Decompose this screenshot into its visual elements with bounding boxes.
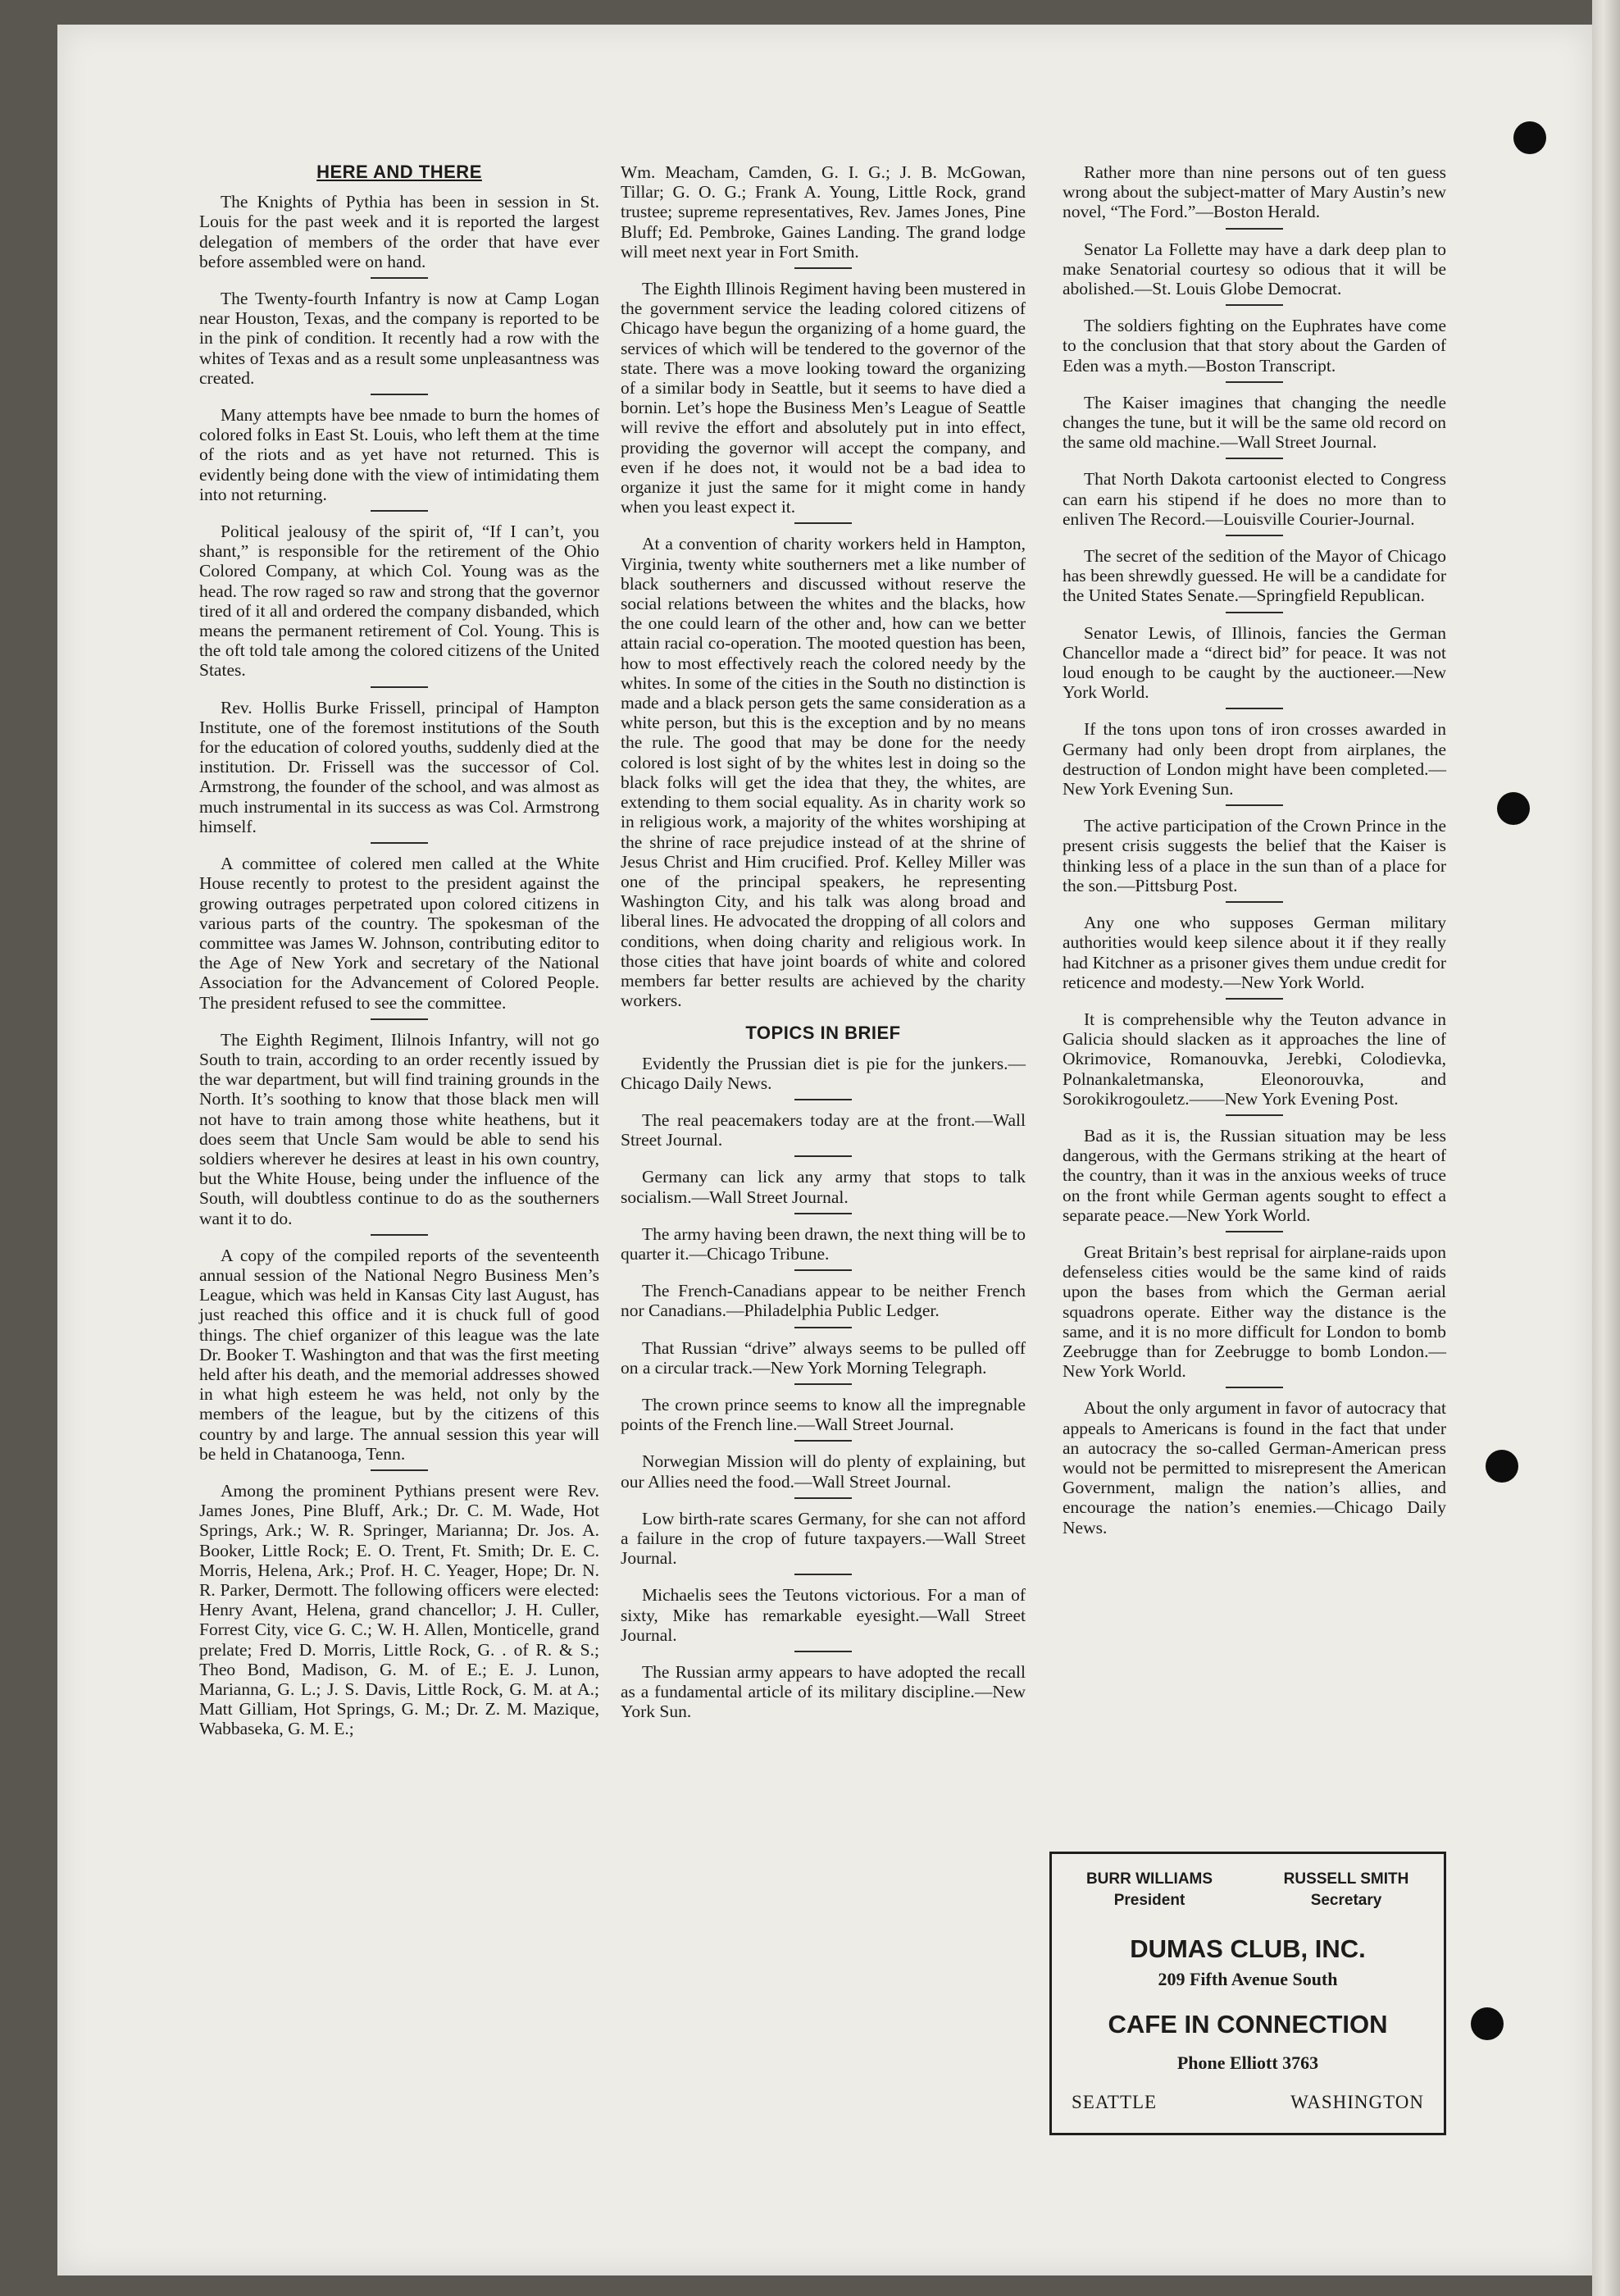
column-middle [621, 162, 1026, 1722]
divider [794, 1497, 852, 1499]
brief-item: Low birth-rate scares Germany, for she can not afford a failure in the crop of future taxpayers.—Wall Street Journal. [621, 1508, 1026, 1569]
news-item: Bad as it is, the Russian situation may be less dangerous, with the Germans striking at the heart of the country, than it was in the anxious weeks of truce on the front while German agents sought to effect a separate peace.—New York World. [1063, 1125, 1446, 1225]
divider [1226, 708, 1283, 709]
news-item: Senator La Follette may have a dark deep plan to make Senatorial courtesy so odious that it will be abolished.—St. Louis Globe Democrat. [1063, 239, 1446, 299]
brief-item: Norwegian Mission will do plenty of explaining, but our Allies need the food.—Wall Street Journal. [621, 1451, 1026, 1492]
news-item: The Eighth Illinois Regiment having been mustered in the government service the leading colored citizens of Chicago have begun the organizing of a home guard, the services of which will be tendered to the governor of the state. There was a move looking toward the organizing of a similar body in Seattle, but it seems to have died a bornin. Let’s hope the Business Men’s League of Seattle will revive the effort and absolutely put in into effect, providing the governor will accept the company, and even if he does not, it would not be a bad idea to organize it just the same for it might come in handy when you least expect it. [621, 279, 1026, 517]
divider [794, 1383, 852, 1385]
divider [794, 522, 852, 524]
punch-hole [1471, 2007, 1504, 2040]
cafe-label: CAFE IN CONNECTION [1108, 2010, 1388, 2039]
column-here-and-there [199, 162, 599, 1739]
news-item: If the tons upon tons of iron crosses awarded in Germany had only been dropt from airplanes, the destruction of London might have been completed.—New York Evening Sun. [1063, 719, 1446, 800]
divider [1226, 1231, 1283, 1232]
section-heading: TOPICS IN BRIEF [745, 1023, 901, 1044]
officer-secretary [1260, 1869, 1432, 1911]
news-item: Great Britain’s best reprisal for airplane-raids upon defenseless cities would be the same kind of raids upon the bases from which the German aerial squadrons operate. Either way the distance is the same, and it is no more difficult for London to bomb Zeebrugge than for Zeebrugge to bomb London.—New York World. [1063, 1241, 1446, 1382]
divider [1226, 1387, 1283, 1388]
brief-item: That Russian “drive” always seems to be pulled off on a circular track.—New York Morning Telegraph. [621, 1337, 1026, 1378]
divider [371, 510, 428, 512]
news-item: About the only argument in favor of autocracy that appeals to Americans is found in the fact that under an autocracy the so-called German-American press would not be permitted to misrepresent the American Government, malign the nation’s allies, and encourage the nation’s enemies.—Chicago Daily News. [1063, 1398, 1446, 1538]
news-item: The Eighth Regiment, Ililnois Infantry, will not go South to train, according to an order recently issued by the war department, but will find training grounds in the North. It’s soothing to know that those black men will not have to train among those white heathens, but it does seem that Uncle Sam would be able to send his soldiers wherever he desires at least in his own country, but the White House, being under the influence of the South, will doubtless continue to do as the southerners want it to do. [199, 1029, 599, 1228]
news-item: The soldiers fighting on the Euphrates have come to the conclusion that that story about the Garden of Eden was a myth.—Boston Transcript. [1063, 316, 1446, 376]
divider [371, 842, 428, 844]
divider [1226, 804, 1283, 806]
news-item: Rather more than nine persons out of ten guess wrong about the subject-matter of Mary Austin’s new novel, “The Ford.”—Boston Herald. [1063, 162, 1446, 222]
club-city: SEATTLE [1072, 2092, 1158, 2112]
news-item: At a convention of charity workers held in Hampton, Virginia, twenty white southerners met a like number of black southerners and discussed without reserve the social relations between the whites and the blacks, how the one could learn of the other and, how can we better attain racial co-operation. The mooted question has been, how to most effectively reach the colored needy by the whites. In some of the cities in the South no distinction is made and a black person gets the same consideration as a white person, but this is the exception and by no means the rule. The good that may be done for the needy colored is lost sight of by the whites lest in doing so the black folks will get the idea that they, the whites, are extending to them social equality. As in charity work so in religious work, a majority of the whites worshiping at the shrine of race prejudice instead of at the shrine of Jesus Christ and Him crucified. Prof. Kelley Miller was one of the principal speakers, he representing Washington City, and his talk was along broad and liberal lines. He advocated the dropping of all colors and conditions, when doing charity and religious work. In those cities that have joint boards of white and colored members far better results are achieved by the charity workers. [621, 534, 1026, 1011]
divider [794, 1651, 852, 1652]
divider [1226, 998, 1283, 1000]
news-item: Political jealousy of the spirit of, “If I can’t, you shant,” is responsible for the retirement of the Ohio Colored Company, at which Col. Young was as the head. The row raged so raw and strong that the governor tired of it all and ordered the company disbanded, which means the permanent retirement of Col. Young. This is the oft told tale among the colored citizens of the United States. [199, 522, 599, 681]
divider [1226, 1114, 1283, 1116]
divider [794, 1327, 852, 1328]
divider [1226, 381, 1283, 383]
club-name: DUMAS CLUB, INC. [1130, 1934, 1366, 1963]
divider [794, 1269, 852, 1271]
news-item: A copy of the compiled reports of the seventeenth annual session of the National Negro Business Men’s League, which was held in Kansas City last August, has just reached this office and it is chuck full of good things. The chief organizer of this league was the late Dr. Booker T. Washington and that was the first meeting held after his death, and the memorial addresses showed in what high esteem he was held, not only by the members of the league, but by the citizens of this country by and large. The annual session this year will be held in Chatanooga, Tenn. [199, 1245, 599, 1464]
officer-role: Secretary [1310, 1892, 1382, 1909]
divider [371, 1469, 428, 1471]
news-item: Wm. Meacham, Camden, G. I. G.; J. B. McGowan, Tillar; G. O. G.; Frank A. Young, Little Rock, grand trustee; supreme representatives, Rev. James Jones, Pine Bluff; Ed. Pembroke, Gaines Landing. The grand lodge will meet next year in Fort Smith. [621, 162, 1026, 262]
officer-name: BURR WILLIAMS [1085, 1870, 1213, 1888]
column-right [1063, 162, 1446, 1538]
divider [794, 1155, 852, 1157]
news-item: That North Dakota cartoonist elected to Congress can earn his stipend if he does no more than to enliven The Record.—Louisville Courier-Journal. [1063, 469, 1446, 529]
punch-hole [1497, 792, 1530, 825]
officers-row [1052, 1869, 1444, 1918]
news-item: The Kaiser imagines that changing the needle changes the tune, but it will be the same old record on the same old machine.—Wall Street Journal. [1063, 392, 1446, 453]
brief-item: The Russian army appears to have adopted the recall as a fundamental article of its military discipline.—New York Sun. [621, 1662, 1026, 1722]
brief-item: Evidently the Prussian diet is pie for the junkers.—Chicago Daily News. [621, 1053, 1026, 1093]
brief-item: Michaelis sees the Teutons victorious. For a man of sixty, Mike has remarkable eyesight.—Wall Street Journal. [621, 1585, 1026, 1645]
news-item: Any one who supposes German military authorities would keep silence about it if they really had Kitchner as a prisoner gives them undue credit for reticence and modesty.—New York World. [1063, 913, 1446, 992]
divider [371, 277, 428, 279]
divider [794, 1574, 852, 1575]
divider [1226, 612, 1283, 613]
divider [371, 1018, 428, 1020]
club-phone: Phone Elliott 3763 [1176, 2052, 1319, 2073]
officer-name: RUSSELL SMITH [1283, 1870, 1409, 1888]
divider [1226, 901, 1283, 903]
punch-hole [1486, 1450, 1518, 1483]
club-address: 209 Fifth Avenue South [1158, 1969, 1338, 1989]
divider [1226, 304, 1283, 306]
club-state: WASHINGTON [1290, 2092, 1424, 2112]
divider [1226, 228, 1283, 230]
news-item: Many attempts have bee nmade to burn the homes of colored folks in East St. Louis, who left them at the time of the riots and as yet have not returned. This is evidently being done with the view of intimidating them into not returning. [199, 405, 599, 504]
news-item: Rev. Hollis Burke Frissell, principal of Hampton Institute, one of the foremost institutions of the South for the education of colored youths, suddenly died at the institution. Dr. Frissell was the successor of Col. Armstrong, the founder of the school, and was almost as much instrumental in its success as was Col. Armstrong himself. [199, 697, 599, 836]
section-heading: HERE AND THERE [316, 162, 482, 182]
page-edge [1592, 0, 1620, 2296]
divider [371, 686, 428, 688]
divider [794, 1099, 852, 1100]
news-item: The secret of the sedition of the Mayor of Chicago has been shrewdly guessed. He will be a candidate for the United States Senate.—Springfield Republican. [1063, 546, 1446, 606]
divider [371, 1234, 428, 1236]
brief-item: The crown prince seems to know all the impregnable points of the French line.—Wall Street Journal. [621, 1394, 1026, 1435]
news-item: A committee of colered men called at the White House recently to protest to the president against the growing outrages perpetrated upon colored citizens in various parts of the country. The spokesman of the committee was James W. Johnson, contributing editor to the Age of New York and secretary of the National Association for the Advancement of Colored People. The president refused to see the committee. [199, 854, 599, 1013]
news-item: The Twenty-fourth Infantry is now at Camp Logan near Houston, Texas, and the company is reported to be in the pink of condition. It recently had a row with the whites of Texas and as a result some unpleasantness was created. [199, 289, 599, 388]
news-item: Among the prominent Pythians present were Rev. James Jones, Pine Bluff, Ark.; Dr. C. M. Wade, Hot Springs, Ark.; W. R. Springer, Marianna; Dr. Jos. A. Booker, Little Rock; E. O. Trent, Ft. Smith; Dr. E. C. Morris, Helena, Ark.; Prof. H. C. Yeager, Hope; Dr. N. R. Parker, Dermott. The following officers were elected: Henry Avant, Helena, grand chancellor; J. H. Culler, Forrest City, vice G. C.; W. H. Allen, Monticelle, grand prelate; Fred D. Morris, Little Rock, G. . of R. & S.; Theo Bond, Madison, G. M. of E.; E. J. Lunon, Marianna, G. L.; J. S. Davis, Little Rock, G. M. at A.; Matt Gilliam, Hot Springs, G. M.; Dr. Z. M. Mazique, Wabbaseka, G. M. E.; [199, 1480, 599, 1739]
brief-item: Germany can lick any army that stops to talk socialism.—Wall Street Journal. [621, 1167, 1026, 1207]
divider [371, 394, 428, 395]
news-item: It is comprehensible why the Teuton advance in Galicia should slacken as it approaches the line of Okrimovice, Romanouvka, Jerebki, Colodievka, Polnankaletmanska, Eleonorouvka, and Sorokikrogouletz.——New York Evening Post. [1063, 1009, 1446, 1109]
divider [794, 1213, 852, 1214]
dumas-club-advertisement [1049, 1852, 1446, 2135]
news-item: The Knights of Pythia has been in session in St. Louis for the past week and it is reported the largest delegation of members of the order that have ever before assembled were on hand. [199, 192, 599, 271]
divider [1226, 458, 1283, 459]
punch-hole [1513, 121, 1546, 154]
divider [1226, 535, 1283, 536]
brief-item: The real peacemakers today are at the front.—Wall Street Journal. [621, 1109, 1026, 1150]
brief-item: The French-Canadians appear to be neither French nor Canadians.—Philadelphia Public Ledger. [621, 1281, 1026, 1321]
brief-item: The army having been drawn, the next thing will be to quarter it.—Chicago Tribune. [621, 1223, 1026, 1264]
news-item: The active participation of the Crown Prince in the present crisis suggests the belief that the Kaiser is thinking less of a place in the sun than of a place for the son.—Pittsburg Post. [1063, 816, 1446, 895]
officer-president [1063, 1869, 1235, 1911]
divider [794, 267, 852, 269]
divider [794, 1440, 852, 1442]
news-item: Senator Lewis, of Illinois, fancies the German Chancellor made a “direct bid” for peace. It was not loud enough to be caught by the auctioneer.—New York World. [1063, 622, 1446, 703]
officer-role: President [1113, 1892, 1185, 1909]
